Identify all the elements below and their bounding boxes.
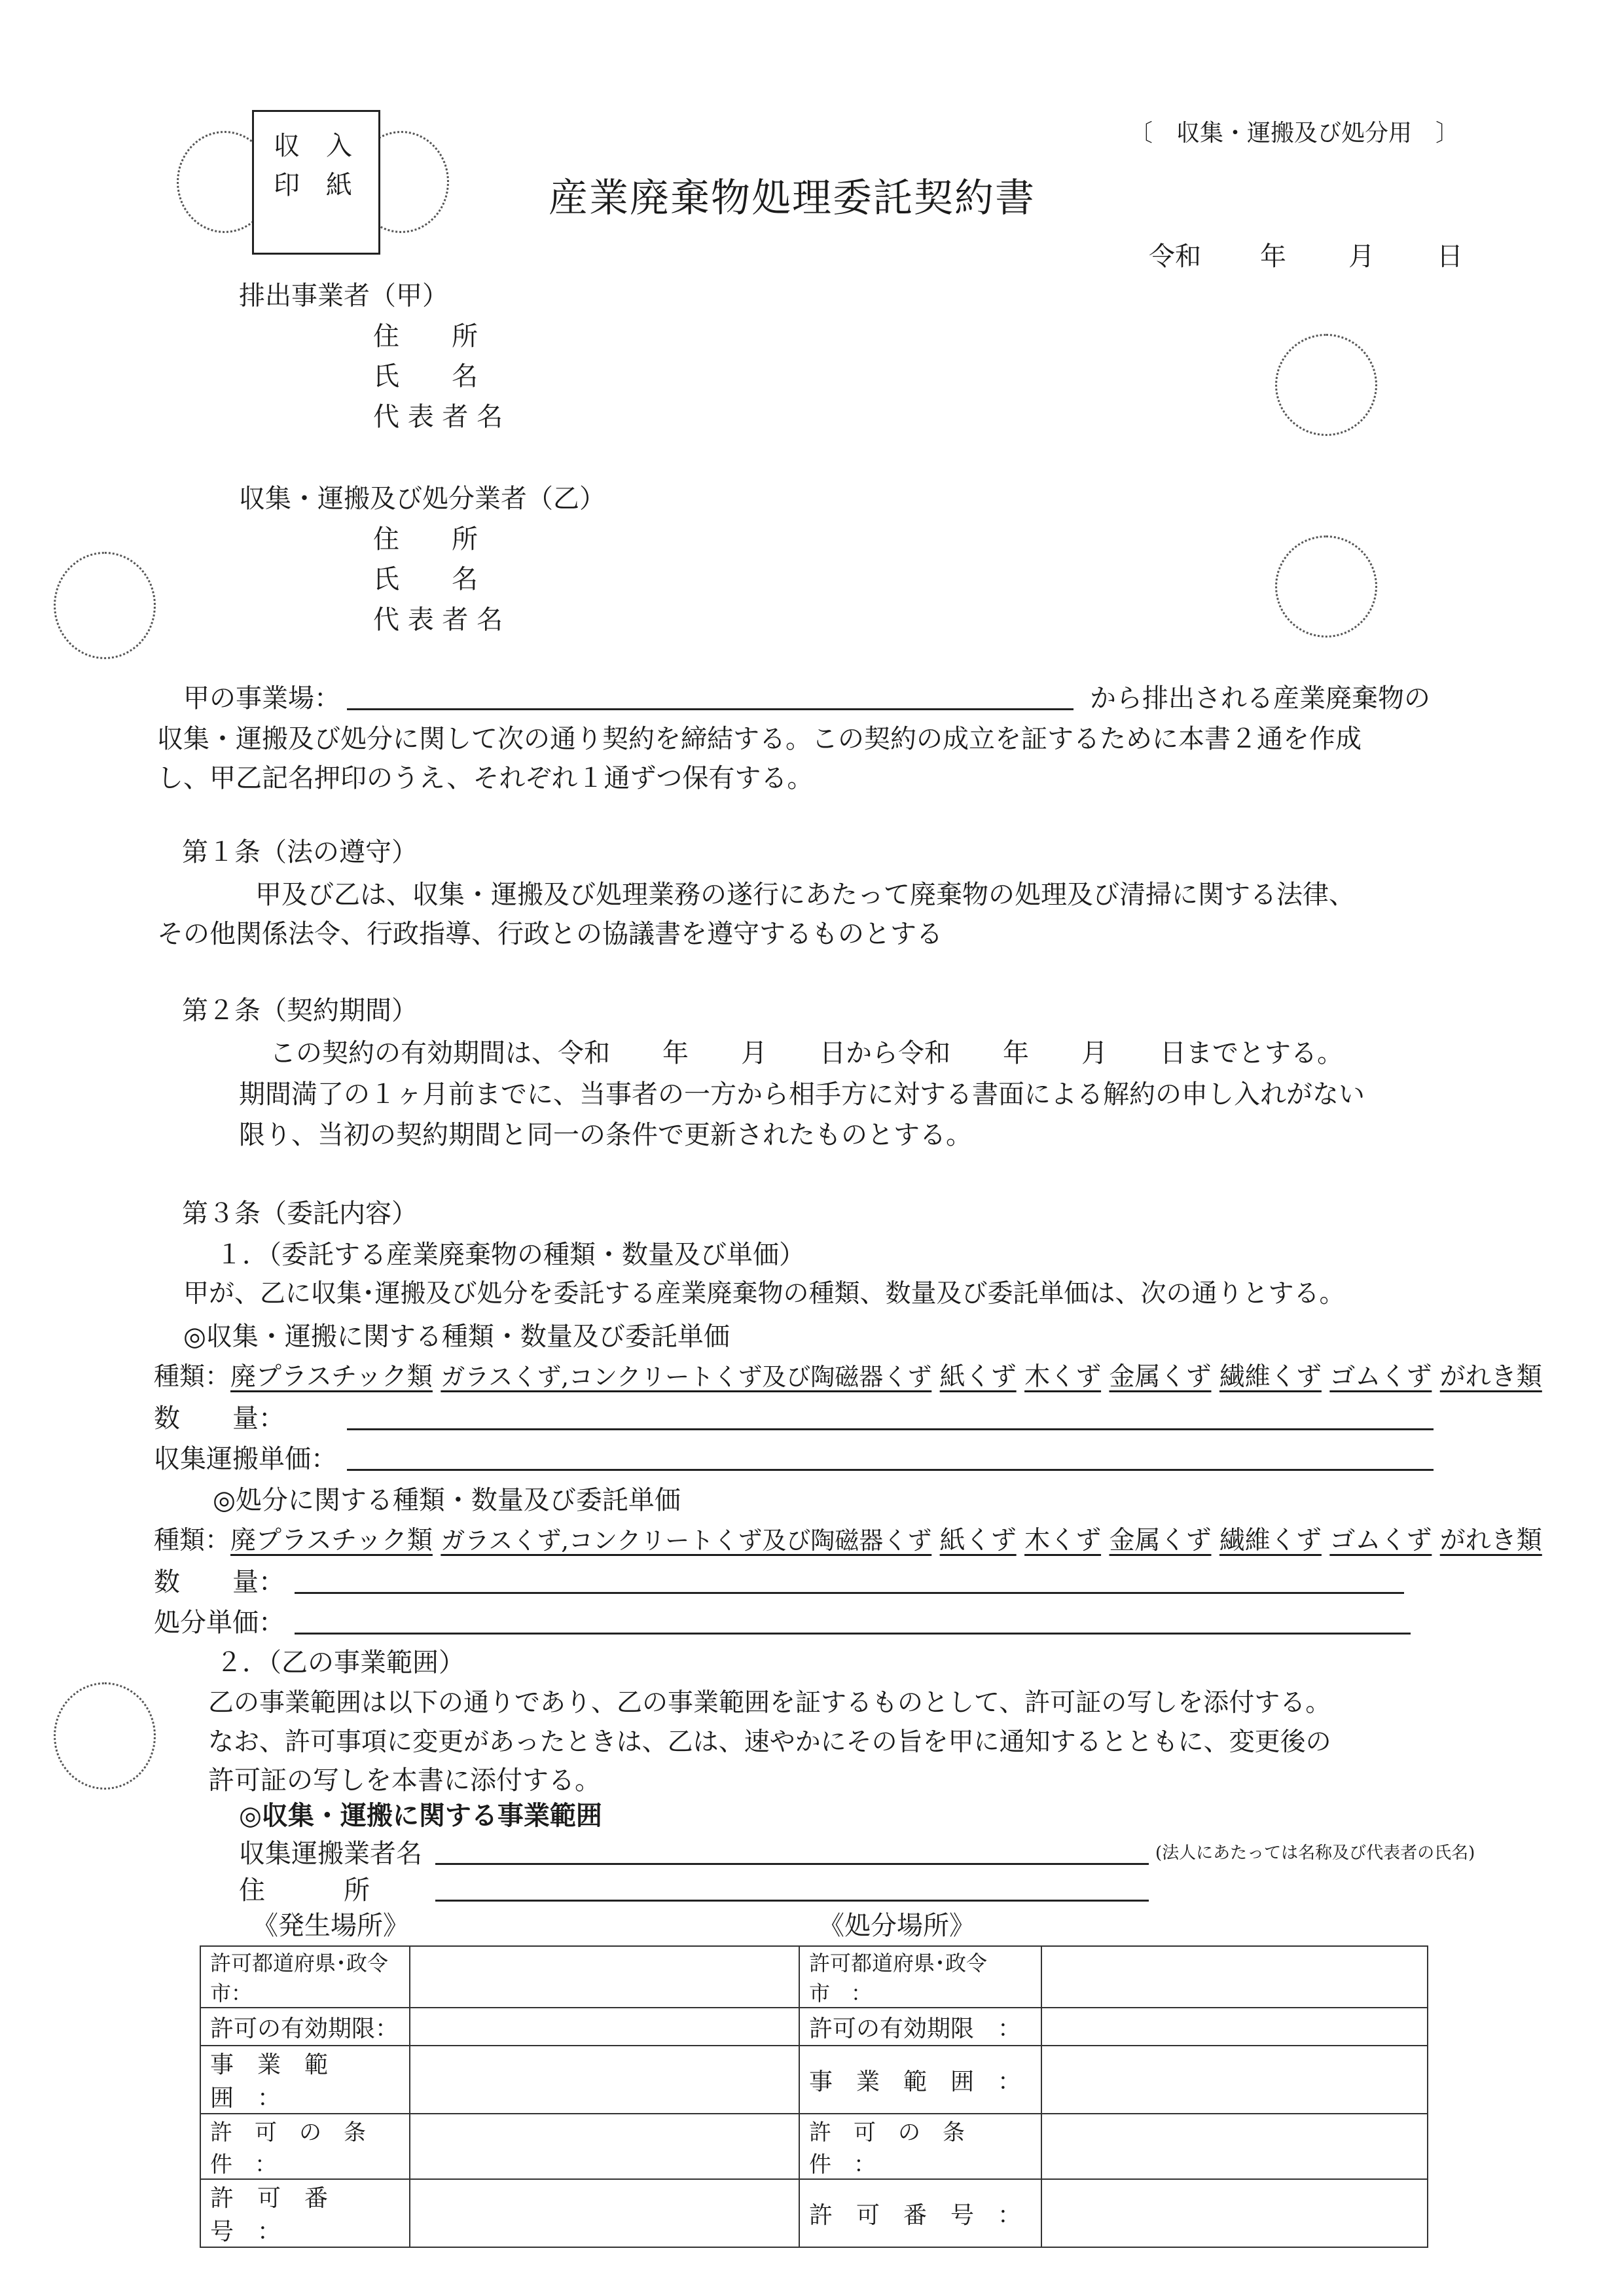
article1-line1: 甲及び乙は、収集・運搬及び処理業務の遂行にあたって廃棄物の処理及び清掃に関する法律、 xyxy=(255,880,1355,910)
scope-heading: ◎収集・運搬に関する事業範囲 xyxy=(239,1801,602,1831)
disposal-waste-type-rubble: がれき類 xyxy=(1439,1526,1542,1555)
article2-line2: 期間満了の１ヶ月前までに、当事者の一方から相手方に対する書面による解約の申し入れがない xyxy=(239,1079,1365,1110)
collection-heading: ◎収集・運搬に関する種類・数量及び委託単価 xyxy=(183,1322,730,1352)
permit-left-label-number: 許 可 番 号 ： xyxy=(200,2179,410,2247)
permit-left-label-prefecture: 許可都道府県･政令市： xyxy=(200,1946,410,2008)
permit-right-value[interactable] xyxy=(1041,2008,1428,2046)
article3-item1: １．（委託する産業廃棄物の種類・数量及び単価） xyxy=(216,1240,805,1270)
collection-quantity-line xyxy=(347,1428,1434,1430)
collector-note: (法人にあたっては名称及び代表者の氏名) xyxy=(1155,1843,1475,1863)
permit-left-value[interactable] xyxy=(410,2114,799,2179)
waste-type-rubber: ゴムくず xyxy=(1329,1362,1432,1392)
date-day: 日 xyxy=(1437,242,1463,272)
waste-type-glass-concrete-ceramic: ガラスくず,コンクリートくず及び陶磁器くず xyxy=(441,1363,932,1391)
intro-line2: 収集・運搬及び処分に関して次の通り契約を締結する。この契約の成立を証するために本書２通を作成 xyxy=(157,724,1362,754)
party-a-heading: 排出事業者（甲） xyxy=(239,281,448,311)
stamp-line2: 印 紙 xyxy=(274,170,352,200)
disposal-waste-type-plastic: 廃プラスチック類 xyxy=(230,1526,433,1555)
article3-item2-line1: 乙の事業範囲は以下の通りであり、乙の事業範囲を証するものとして、許可証の写しを添付する。 xyxy=(208,1688,1331,1718)
collector-address-label: 住 所 xyxy=(239,1875,370,1906)
permit-right-label-prefecture: 許可都道府県･政令市 ： xyxy=(799,1946,1041,2008)
date-month: 月 xyxy=(1348,242,1375,272)
permit-right-value[interactable] xyxy=(1041,2179,1428,2247)
permit-left-label-scope: 事 業 範 囲 ： xyxy=(200,2046,410,2114)
margin-seal-circle-2 xyxy=(54,1682,156,1790)
permit-table xyxy=(200,1945,1428,2248)
collector-address-line xyxy=(435,1900,1149,1902)
disposal-price-label: 処分単価： xyxy=(154,1608,285,1638)
permit-left-value[interactable] xyxy=(410,2179,799,2247)
permit-right-value[interactable] xyxy=(1041,2114,1428,2179)
table-row xyxy=(200,2114,1428,2179)
article2-line3: 限り、当初の契約期間と同一の条件で更新されたものとする。 xyxy=(239,1120,972,1150)
waste-type-plastic: 廃プラスチック類 xyxy=(230,1362,433,1392)
disposal-place-heading: 《処分場所》 xyxy=(818,1911,975,1941)
waste-type-metal: 金属くず xyxy=(1109,1362,1212,1392)
permit-right-value[interactable] xyxy=(1041,2046,1428,2114)
usage-label: 〔 収集・運搬及び処分用 〕 xyxy=(1129,120,1460,147)
party-a-name: 氏 名 xyxy=(373,361,478,391)
date-year: 年 xyxy=(1260,242,1286,272)
permit-left-label-validity: 許可の有効期限： xyxy=(200,2008,410,2046)
table-row xyxy=(200,1946,1428,2008)
permit-right-label-validity: 許可の有効期限 ： xyxy=(799,2008,1041,2046)
article1-line2: その他関係法令、行政指導、行政との協議書を遵守するものとする xyxy=(157,919,943,949)
collection-price-label: 収集運搬単価： xyxy=(154,1444,337,1474)
waste-type-paper: 紙くず xyxy=(939,1362,1017,1392)
article3-item2-line2: なお、許可事項に変更があったときは、乙は、速やかにその旨を甲に通知するとともに、変更後の xyxy=(208,1727,1331,1757)
disposal-waste-type-rubber: ゴムくず xyxy=(1329,1526,1432,1555)
seal-circle-party-a xyxy=(1275,334,1377,436)
party-b-heading: 収集・運搬及び処分業者（乙） xyxy=(239,484,605,514)
party-b-representative: 代 表 者 名 xyxy=(373,605,503,635)
waste-type-rubble: がれき類 xyxy=(1439,1362,1542,1392)
disposal-types-row xyxy=(154,1520,1542,1557)
permit-left-value[interactable] xyxy=(410,2046,799,2114)
collection-type-label: 種類： xyxy=(154,1362,231,1392)
article3-heading: 第３条（委託内容） xyxy=(182,1199,418,1229)
origin-heading: 《発生場所》 xyxy=(252,1911,409,1941)
party-b-name: 氏 名 xyxy=(373,564,478,594)
permit-left-value[interactable] xyxy=(410,2008,799,2046)
permit-right-label-scope: 事 業 範 囲 ： xyxy=(799,2046,1041,2114)
intro-line1-tail: から排出される産業廃棄物の xyxy=(1090,683,1430,714)
table-row xyxy=(200,2008,1428,2046)
collection-types-row xyxy=(154,1356,1542,1393)
party-a-representative: 代 表 者 名 xyxy=(373,402,503,432)
permit-left-label-conditions: 許 可 の 条 件 ： xyxy=(200,2114,410,2179)
disposal-heading: ◎処分に関する種類・数量及び委託単価 xyxy=(213,1485,681,1515)
party-b-address: 住 所 xyxy=(373,524,478,554)
page-title: 産業廃棄物処理委託契約書 xyxy=(549,175,1036,221)
disposal-waste-type-metal: 金属くず xyxy=(1109,1526,1212,1555)
table-row xyxy=(200,2046,1428,2114)
disposal-waste-type-glass-concrete-ceramic: ガラスくず,コンクリートくず及び陶磁器くず xyxy=(441,1527,932,1555)
article3-item1-text: 甲が、乙に収集･運搬及び処分を委託する産業廃棄物の種類、数量及び委託単価は、次の通りとする。 xyxy=(183,1279,1345,1309)
revenue-stamp-box xyxy=(252,110,380,255)
article2-heading: 第２条（契約期間） xyxy=(182,996,418,1026)
permit-right-label-number: 許 可 番 号 ： xyxy=(799,2179,1041,2247)
article1-heading: 第１条（法の遵守） xyxy=(182,837,418,867)
article3-item2: ２．（乙の事業範囲） xyxy=(216,1648,465,1678)
permit-right-value[interactable] xyxy=(1041,1946,1428,2008)
seal-circle-party-b xyxy=(1275,535,1377,638)
intro-site-label: 甲の事業場： xyxy=(183,683,340,714)
collection-quantity-label: 数 量： xyxy=(154,1403,285,1434)
date-era: 令和 xyxy=(1149,242,1201,272)
permit-left-value[interactable] xyxy=(410,1946,799,2008)
article3-item2-line3: 許可証の写しを本書に添付する。 xyxy=(208,1765,601,1796)
table-row xyxy=(200,2179,1428,2247)
intro-line3: し、甲乙記名押印のうえ、それぞれ１通ずつ保有する。 xyxy=(157,763,814,793)
collector-name-line xyxy=(435,1863,1149,1865)
disposal-waste-type-fiber: 繊維くず xyxy=(1219,1526,1322,1555)
disposal-waste-type-wood: 木くず xyxy=(1024,1526,1102,1555)
disposal-quantity-line xyxy=(295,1592,1404,1594)
intro-site-line xyxy=(347,708,1074,710)
article2-line1: この契約の有効期間は、令和 年 月 日から令和 年 月 日までとする。 xyxy=(270,1038,1343,1068)
waste-type-fiber: 繊維くず xyxy=(1219,1362,1322,1392)
party-a-address: 住 所 xyxy=(373,321,478,352)
disposal-price-line xyxy=(295,1633,1411,1635)
stamp-line1: 収 入 xyxy=(274,131,352,161)
permit-right-label-conditions: 許 可 の 条 件 ： xyxy=(799,2114,1041,2179)
waste-type-wood: 木くず xyxy=(1024,1362,1102,1392)
collection-price-line xyxy=(347,1469,1434,1471)
disposal-quantity-label: 数 量： xyxy=(154,1567,285,1597)
disposal-type-label: 種類： xyxy=(154,1526,231,1555)
margin-seal-circle-1 xyxy=(54,552,156,659)
collector-name-label: 収集運搬業者名 xyxy=(239,1839,422,1869)
disposal-waste-type-paper: 紙くず xyxy=(939,1526,1017,1555)
